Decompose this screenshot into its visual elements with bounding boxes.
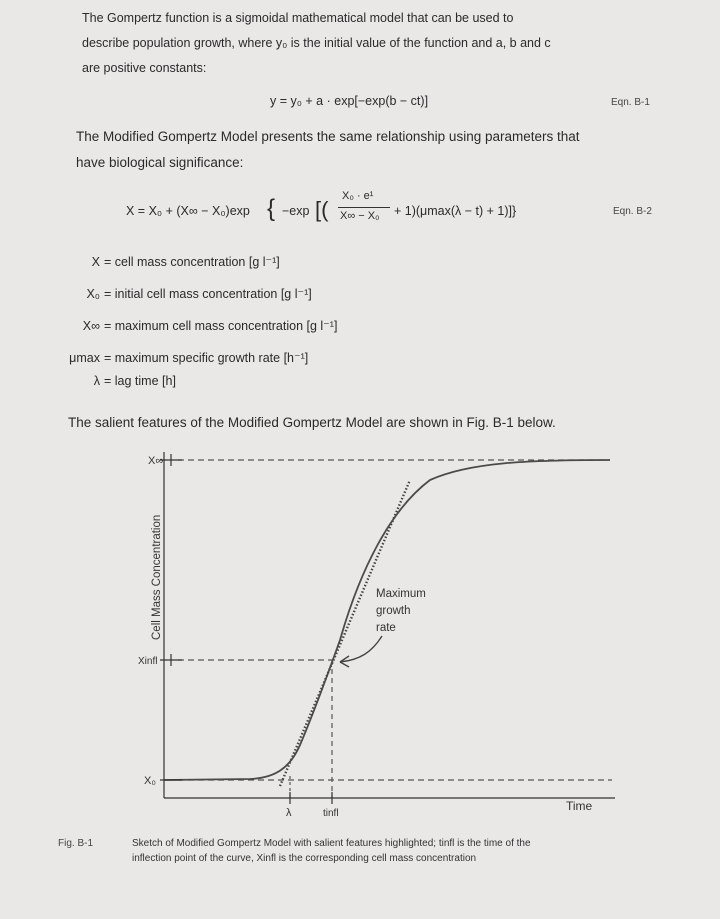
equation-b1: y = y₀ + a · exp[−exp(b − ct)] bbox=[270, 94, 429, 108]
y-tick-x0: X₀ bbox=[144, 775, 156, 787]
y-tick-x-max: X∞ bbox=[148, 455, 164, 467]
definition-row bbox=[56, 254, 280, 269]
intro-line-1: The Gompertz function is a sigmoidal mathematical model that can be used to bbox=[82, 11, 514, 25]
definition-text: = cell mass concentration [g l⁻¹] bbox=[104, 255, 280, 269]
definition-text: = maximum cell mass concentration [g l⁻¹] bbox=[104, 319, 338, 333]
modified-gompertz-paragraph bbox=[76, 124, 580, 176]
equation-b2-fraction-denominator: X∞ − X₀ bbox=[340, 210, 380, 222]
definition-symbol: X₀ bbox=[86, 287, 100, 301]
intro-paragraph bbox=[82, 6, 551, 81]
equation-b2-minus-exp: −exp bbox=[282, 204, 310, 218]
equation-b2-tail: + 1)(μmax(λ − t) + 1)]} bbox=[394, 204, 517, 218]
definition-text: = lag time [h] bbox=[104, 374, 176, 388]
definition-row bbox=[56, 350, 308, 365]
annotation-line-3: rate bbox=[376, 622, 396, 634]
figure-caption-id: Fig. B-1 bbox=[58, 838, 94, 849]
equation-b2-brace: { bbox=[267, 195, 276, 222]
gompertz-curve bbox=[164, 460, 610, 780]
annotation-line-1: Maximum bbox=[376, 588, 426, 600]
definition-row bbox=[56, 374, 176, 388]
equation-b2-tag: Eqn. B-2 bbox=[613, 206, 652, 217]
annotation-line-2: growth bbox=[376, 605, 411, 617]
equation-b2-fraction-numerator: X₀ · e¹ bbox=[342, 190, 374, 202]
definition-row bbox=[56, 286, 312, 301]
definition-row bbox=[56, 318, 337, 333]
definition-text: = initial cell mass concentration [g l⁻¹] bbox=[104, 287, 312, 301]
x-axis-label: Time bbox=[566, 799, 593, 813]
modified-line-2: have biological significance: bbox=[76, 155, 244, 170]
x-tick-lambda: λ bbox=[286, 807, 292, 819]
equation-b2-lhs: X = X₀ + (X∞ − X₀)exp bbox=[126, 204, 250, 218]
y-tick-x-infl: Xinfl bbox=[138, 656, 158, 667]
caption-line-1: Sketch of Modified Gompertz Model with salient features highlighted; tinfl is the time of the bbox=[132, 838, 531, 849]
definition-symbol: μmax bbox=[69, 351, 100, 365]
definition-symbol: X bbox=[91, 255, 100, 269]
intro-line-3: are positive constants: bbox=[82, 61, 207, 75]
modified-line-1: The Modified Gompertz Model presents the same relationship using parameters that bbox=[76, 129, 580, 144]
intro-line-2: describe population growth, where y₀ is the initial value of the function and a, b and c bbox=[82, 36, 551, 50]
figure-caption bbox=[132, 836, 692, 866]
features-sentence: The salient features of the Modified Gompertz Model are shown in Fig. B-1 below. bbox=[68, 415, 556, 430]
equation-b2-fraction-bar bbox=[338, 207, 390, 208]
definition-symbol: λ bbox=[93, 374, 100, 388]
definition-text: = maximum specific growth rate [h⁻¹] bbox=[104, 351, 309, 365]
definition-symbol: X∞ bbox=[82, 319, 100, 333]
y-axis-label: Cell Mass Concentration bbox=[151, 514, 163, 640]
equation-b1-tag: Eqn. B-1 bbox=[611, 97, 650, 108]
equation-b2-bracket: [( bbox=[315, 197, 329, 222]
x-tick-t-infl: tinfl bbox=[323, 808, 339, 819]
caption-line-2: inflection point of the curve, Xinfl is the corresponding cell mass concentration bbox=[132, 853, 477, 864]
gompertz-figure bbox=[0, 440, 720, 830]
